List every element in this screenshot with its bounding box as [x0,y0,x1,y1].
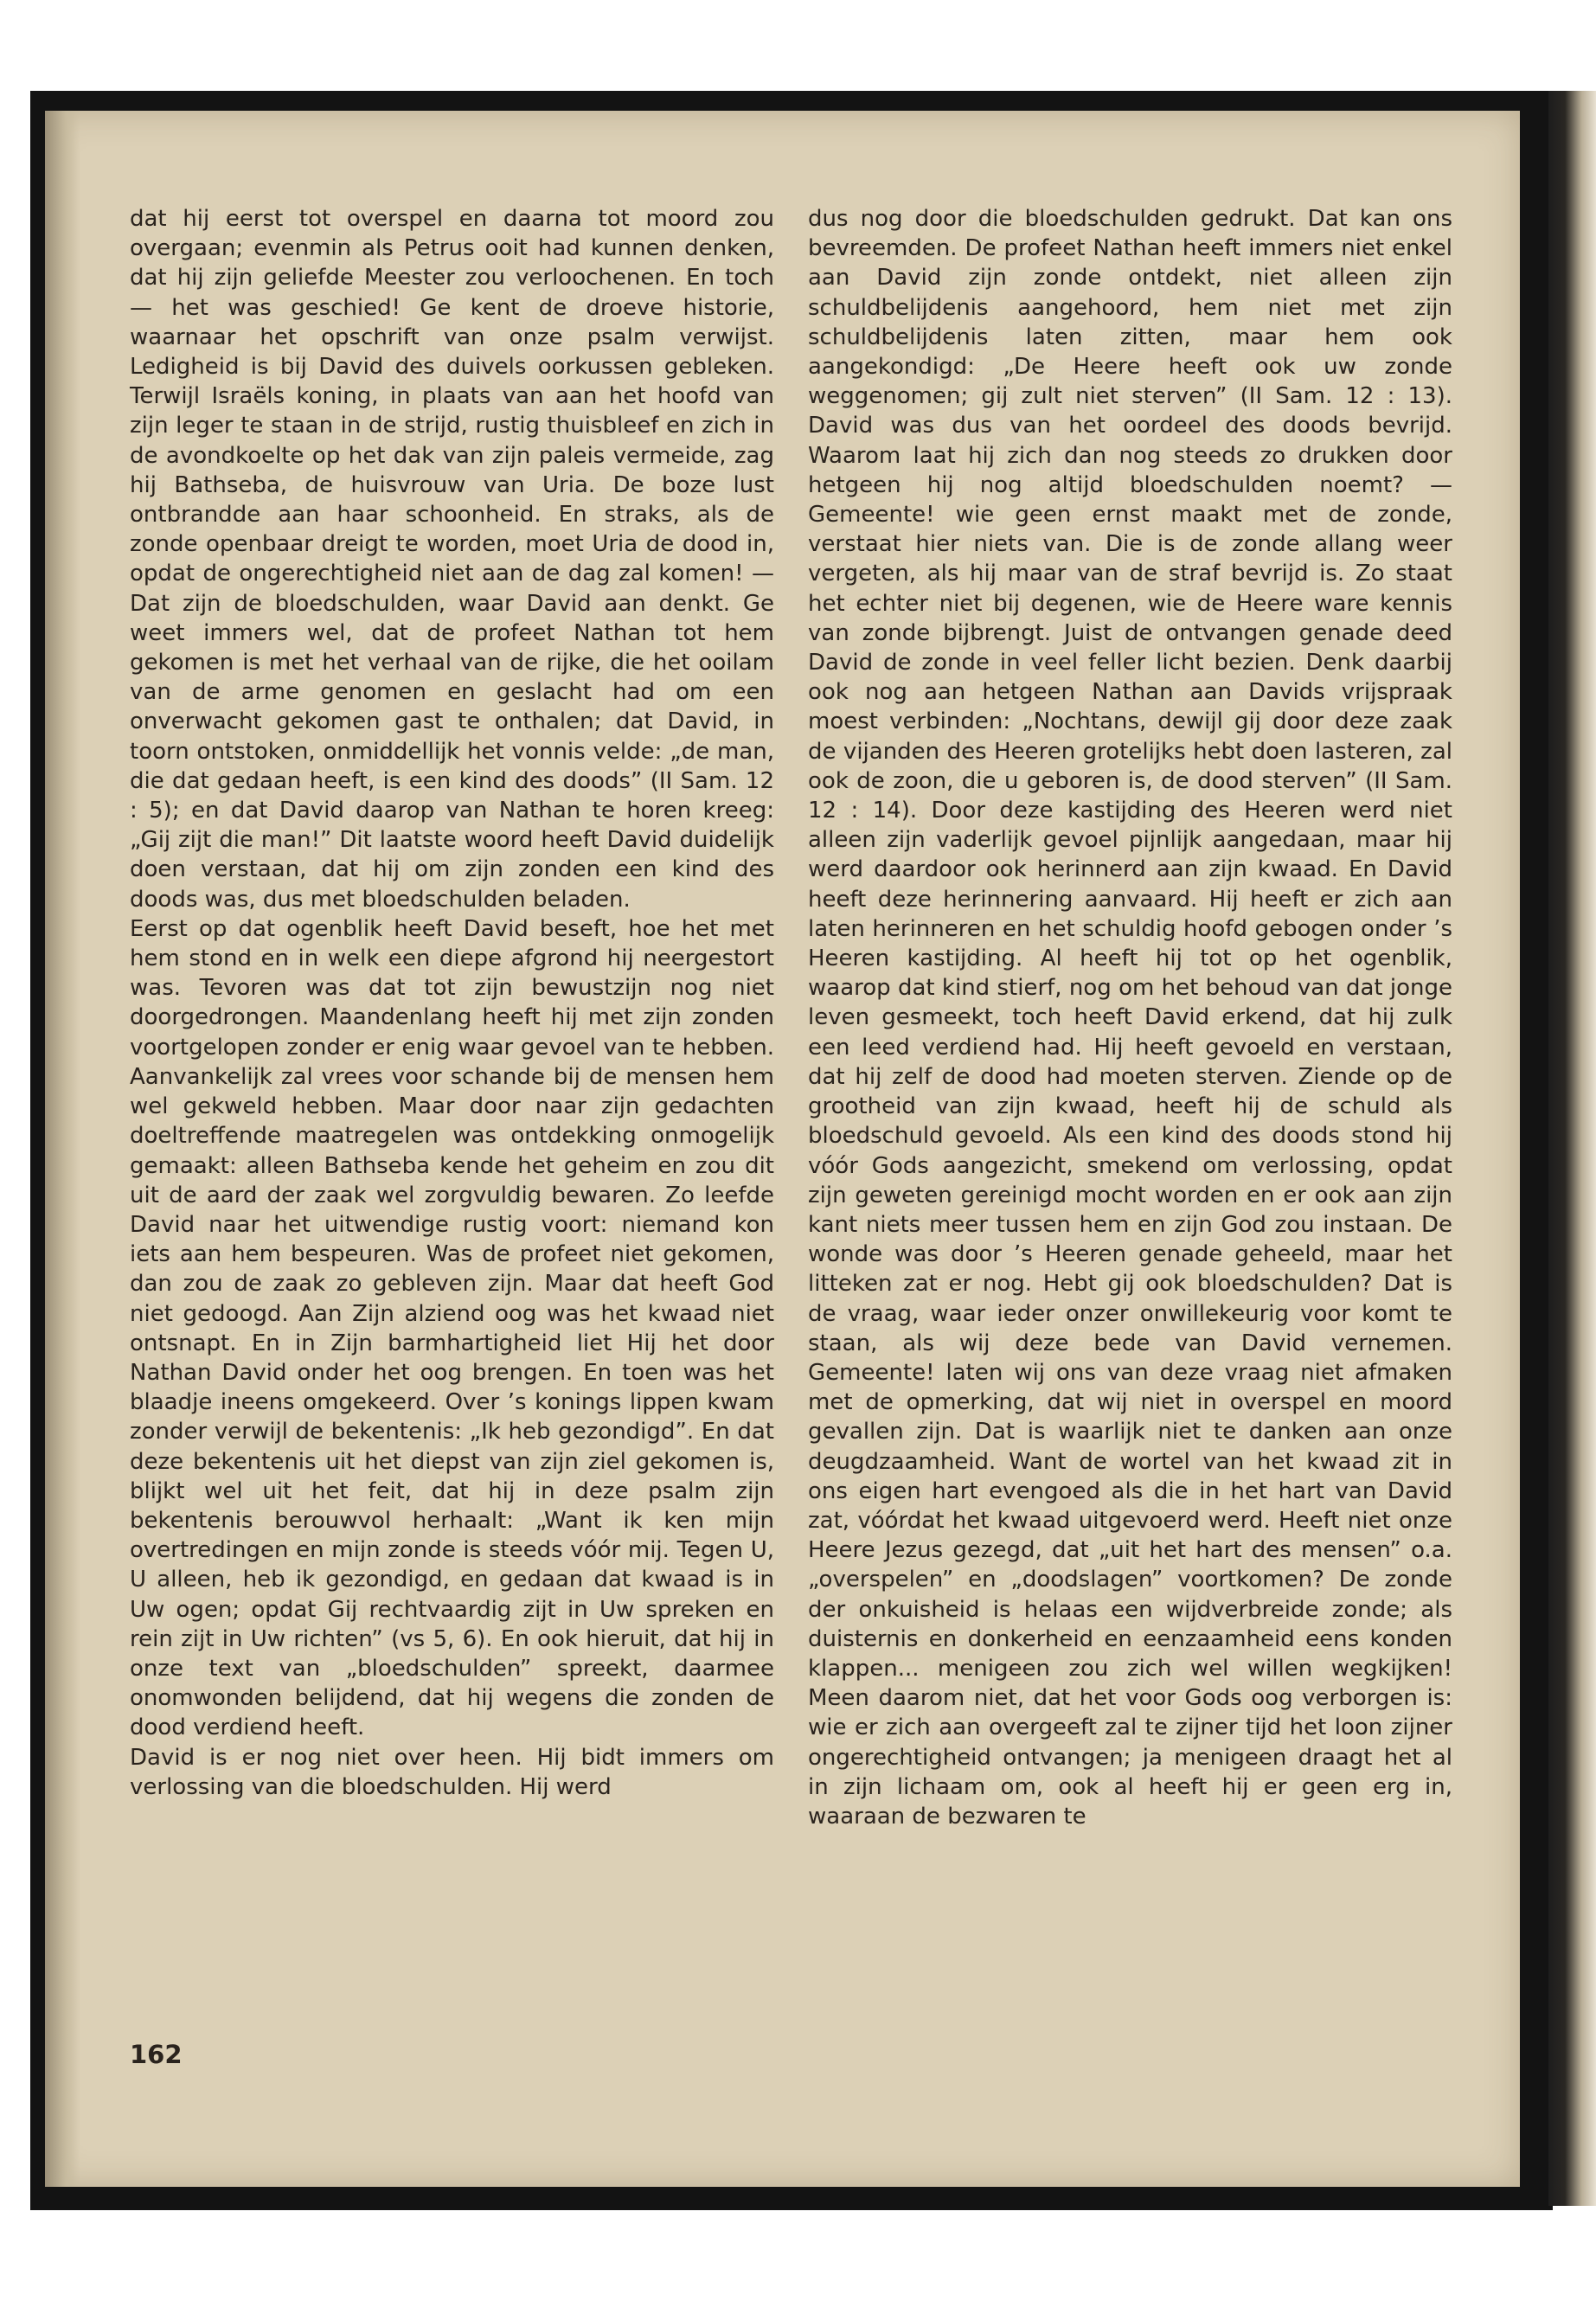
left-paragraph-2: Eerst op dat ogenblik heeft David beseft, hoe het met hem stond en in welk een diepe afgrond hij neergestort was. Tevoren was dat tot zijn bewustzijn nog niet doorgedrongen. Maandenlang heeft hij met zijn zonden voortgelopen zonder er enig waar gevoel van te hebben. Aanvankelijk zal vrees voor schande bij de mensen hem wel gekweld hebben. Maar door naar zijn gedachten doeltreffende maatregelen was ontdekking onmogelijk gemaakt: alleen Bathseba kende het geheim en zou dit uit de aard der zaak wel zorgvuldig bewaren. Zo leefde David naar het uitwendige rustig voort: niemand kon iets aan hem bespeuren. Was de profeet niet gekomen, dan zou de zaak zo gebleven zijn. Maar dat heeft God niet gedoogd. Aan Zijn alziend oog was het kwaad niet ontsnapt. En in Zijn barmhartigheid liet Hij het door Nathan David onder het oog brengen. En toen was het blaadje ineens omgekeerd. Over ’s konings lippen kwam zonder verwijl de bekentenis: „Ik heb gezondigd”. En dat deze bekentenis uit het diepst van zijn ziel gekomen is, blijkt wel uit het feit, dat hij in deze psalm zijn bekentenis berouwvol herhaalt: „Want ik ken mijn overtredingen en mijn zonde is steeds vóór mij. Tegen U, U alleen, heb ik gezondigd, en gedaan dat kwaad is in Uw ogen; opdat Gij rechtvaardig zijt in Uw spreken en rein zijt in Uw richten” (vs 5, 6). En ook hieruit, dat hij in onze text van „bloedschulden” spreekt, daarmee onomwonden belijdend, dat hij wegens die zonden de dood verdiend heeft. [130,915,774,1741]
right-paragraph-1: dus nog door die bloedschulden gedrukt. Dat kan ons bevreemden. De profeet Nathan heeft immers niet enkel aan David zijn zonde ontdekt, niet alleen zijn schuldbelijdenis aangehoord, hem niet met zijn schuldbelijdenis laten zitten, maar hem ook aangekondigd: „De Heere heeft ook uw zonde weggenomen; gij zult niet sterven” (II Sam. 12 : 13). David was dus van het oordeel des doods bevrijd. Waarom laat hij zich dan nog steeds zo drukken door hetgeen hij nog altijd bloedschulden noemt? — Gemeente! wie geen ernst maakt met de zonde, verstaat hier niets van. Die is de zonde allang weer vergeten, als hij maar van de straf bevrijd is. Zo staat het echter niet bij degenen, wie de Heere ware kennis van zonde bijbrengt. Juist de ontvangen genade deed David de zonde in veel feller licht bezien. Denk daarbij ook nog aan hetgeen Nathan aan Davids vrijspraak moest verbinden: „Nochtans, dewijl gij door deze zaak de vijanden des Heeren grotelijks hebt doen lasteren, zal ook de zoon, die u geboren is, de dood sterven” (II Sam. 12 : 14). Door deze kastijding des Heeren werd niet alleen zijn vaderlijk gevoel pijnlijk aangedaan, maar hij werd daardoor ook herinnerd aan zijn kwaad. En David heeft deze herinnering aanvaard. Hij heeft er zich aan laten herinneren en het schuldig hoofd gebogen onder ’s Heeren kastijding. Al heeft hij tot op het ogenblik, waarop dat kind stierf, nog om het behoud van dat jonge leven gesmeekt, toch heeft David erkend, dat hij zulk een leed verdiend had. Hij heeft gevoeld en verstaan, dat hij zelf de dood had moeten sterven. Ziende op de grootheid van zijn kwaad, heeft hij de schuld als bloedschuld gevoeld. Als een kind des doods stond hij vóór Gods aangezicht, smekend om verlossing, opdat zijn geweten gereinigd mocht worden en er ook aan zijn kant niets meer tussen hem en zijn God zou instaan. De wonde was door ’s Heeren genade geheeld, maar het litteken zat er nog. Hebt gij ook bloedschulden? Dat is de vraag, waar ieder onzer onwillekeurig voor komt te staan, als wij deze bede van David vernemen. Gemeente! laten wij ons van deze vraag niet afmaken met de opmerking, dat wij niet in overspel en moord gevallen zijn. Dat is waarlijk niet te danken aan onze deugdzaamheid. Want de wortel van het kwaad zit in ons eigen hart evengoed als die in het hart van David zat, vóórdat het kwaad uitgevoerd werd. Heeft niet onze Heere Jezus gezegd, dat „uit het hart des mensen” o.a. „overspelen” en „doodslagen” voortkomen? De zonde der onkuisheid is helaas een wijdverbreide zonde; als duisternis en donkerheid en eenzaamheid eens konden klappen... menigeen zou zich wel willen wegkijken! Meen daarom niet, dat het voor Gods oog verborgen is: wie er zich aan overgeeft zal te zijner tijd het loon zijner ongerechtigheid ontvangen; ja menigeen draagt het al in zijn lichaam om, ook al heeft hij er geen erg in, waaraan de bezwaren te [808,206,1452,1830]
right-column [808,204,1452,1831]
book-edge [1548,91,1596,2206]
left-paragraph-1: dat hij eerst tot overspel en daarna tot moord zou overgaan; evenmin als Petrus ooit had kunnen denken, dat hij zijn geliefde Meester zou verloochenen. En toch — het was geschied! Ge kent de droeve historie, waarnaar het opschrift van onze psalm verwijst. Ledigheid is bij David des duivels oorkussen gebleken. Terwijl Israëls koning, in plaats van aan het hoofd van zijn leger te staan in de strijd, rustig thuisbleef en zich in de avondkoelte op het dak van zijn paleis vermeide, zag hij Bathseba, de huisvrouw van Uria. De boze lust ontbrandde aan haar schoonheid. En straks, als de zonde openbaar dreigt te worden, moet Uria de dood in, opdat de ongerechtigheid niet aan de dag zal komen! — Dat zijn de bloedschulden, waar David aan denkt. Ge weet immers wel, dat de profeet Nathan tot hem gekomen is met het verhaal van de rijke, die het ooilam van de arme genomen en geslacht had om een onverwacht gekomen gast te onthalen; dat David, in toorn ontstoken, onmiddellijk het vonnis velde: „de man, die dat gedaan heeft, is een kind des doods” (II Sam. 12 : 5); en dat David daarop van Nathan te horen kreeg: „Gij zijt die man!” Dit laatste woord heeft David duidelijk doen verstaan, dat hij om zijn zonden een kind des doods was, dus met bloedschulden beladen. [130,206,774,913]
page-binding-shadow [45,111,80,2187]
left-column [130,204,774,1802]
book-page [45,111,1520,2187]
page-number: 162 [130,2040,183,2069]
left-paragraph-3: David is er nog niet over heen. Hij bidt immers om verlossing van die bloedschulden. Hij werd [130,1744,774,1800]
